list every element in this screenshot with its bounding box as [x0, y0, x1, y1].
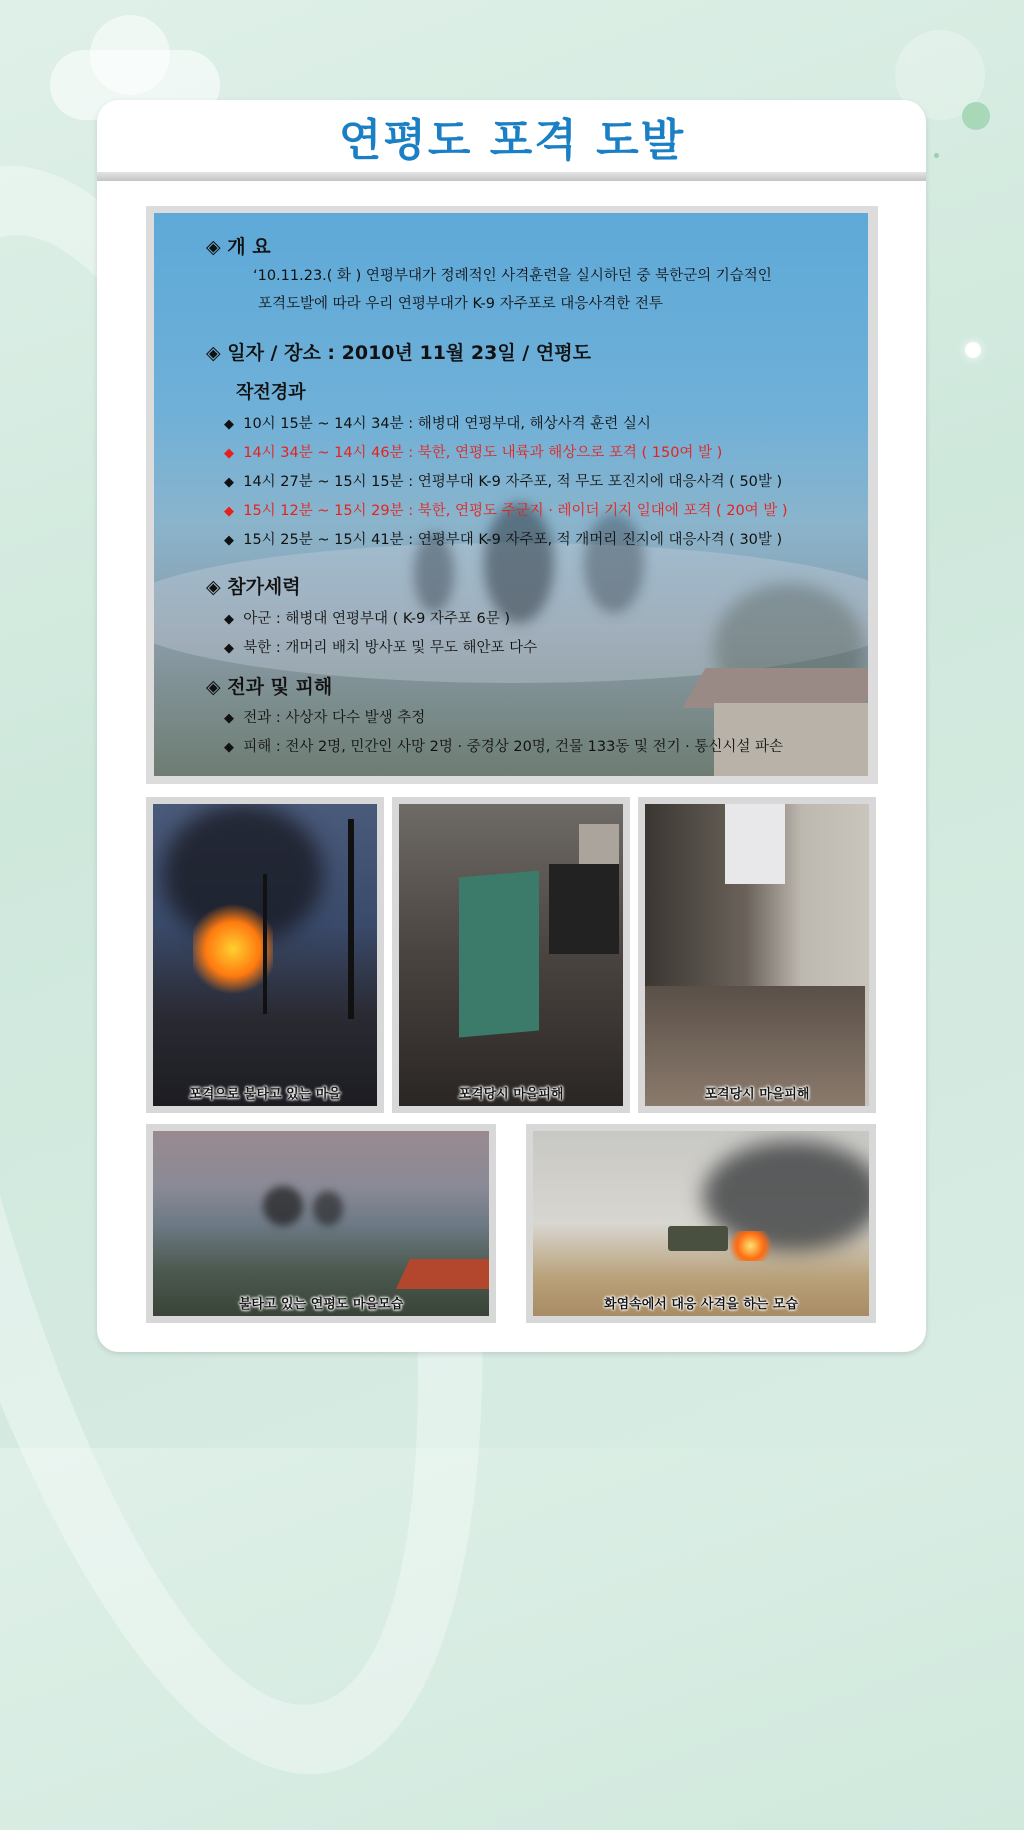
photo-fire [728, 1231, 773, 1261]
operation-item [224, 412, 651, 433]
damage-heading: ◈ 전과 및 피해 [206, 676, 333, 698]
operation-item-text: 14시 27분 ~ 15시 15분 : 연평부대 K-9 자주포, 적 무도 포진지에 대응사격 ( 50발 ) [243, 474, 783, 490]
photo-roof [396, 1259, 489, 1289]
photo-howitzer [668, 1226, 728, 1251]
title-divider [97, 172, 926, 181]
date-place-heading: ◈ 일자 / 장소 : 2010년 11월 23일 / 연평도 [206, 342, 591, 364]
photo-fire [193, 904, 273, 994]
photo-village-damage-alley [645, 804, 869, 1106]
photo-caption: 화염속에서 대응 사격을 하는 모습 [604, 1297, 798, 1312]
diamond-marker: ◆ [224, 504, 234, 519]
damage-item [224, 735, 783, 756]
diamond-marker: ◆ [224, 446, 234, 461]
forces-item [224, 607, 510, 628]
operation-heading: 작전경과 [236, 382, 306, 403]
diamond-marker: ◆ [224, 533, 234, 548]
photo-smoke [313, 1191, 343, 1226]
photo-burning-village [153, 804, 377, 1106]
photo-window [549, 864, 619, 954]
photo-counter-fire [533, 1131, 869, 1316]
diamond-marker: ◆ [224, 711, 234, 726]
diamond-marker: ◆ [224, 475, 234, 490]
operation-item-text: 10시 15분 ~ 14시 34분 : 해병대 연평부대, 해상사격 훈련 실시 [243, 416, 651, 432]
forces-item-text: 북한 : 개머리 배치 방사포 및 무도 해안포 다수 [243, 640, 538, 656]
operation-item-text: 14시 34분 ~ 14시 46분 : 북한, 연평도 내륙과 해상으로 포격 ( 150여 발 ) [243, 445, 723, 461]
photo-caption: 포격당시 마을피해 [458, 1087, 564, 1102]
operation-item [224, 470, 782, 491]
background-roof [682, 668, 868, 708]
forces-heading: ◈ 참가세력 [206, 576, 301, 598]
operation-item [224, 528, 782, 549]
photo-smoke [263, 1186, 303, 1226]
page-title: 연평도 포격 도발 [338, 115, 686, 166]
damage-item [224, 706, 425, 727]
diamond-marker: ◆ [224, 612, 234, 627]
decor-dot [965, 342, 981, 358]
damage-item-text: 전과 : 사상자 다수 발생 추정 [243, 710, 426, 726]
overview-line-1: ‘10.11.23.( 화 ) 연평부대가 정례적인 사격훈련을 실시하던 중 북한군의 기습적인 [253, 268, 772, 284]
operation-item [224, 441, 722, 462]
background-smoke [484, 503, 554, 623]
operation-item [224, 499, 788, 520]
photo-sky [725, 804, 785, 884]
photo-caption: 포격당시 마을피해 [704, 1087, 810, 1102]
photo-caption: 포격으로 불타고 있는 마을 [189, 1087, 341, 1102]
forces-item [224, 636, 537, 657]
diamond-marker: ◆ [224, 417, 234, 432]
overview-line-2: 포격도발에 따라 우리 연평부대가 K-9 자주포로 대응사격한 전투 [258, 296, 663, 312]
forces-item-text: 아군 : 해병대 연평부대 ( K-9 자주포 6문 ) [243, 611, 511, 627]
damage-item-text: 피해 : 전사 2명, 민간인 사망 2명 · 중경상 20명, 건물 133동 및 전기 · 통신시설 파손 [243, 739, 784, 755]
photo-yeonpyeong-village [153, 1131, 489, 1316]
diamond-marker: ◆ [224, 740, 234, 755]
operation-item-text: 15시 12분 ~ 15시 29분 : 북한, 연평도 주군지 · 레이더 기지 일대에 포격 ( 20여 발 ) [243, 503, 788, 519]
photo-utility-pole [348, 819, 354, 1019]
photo-utility-pole [263, 874, 267, 1014]
overview-heading: ◈ 개 요 [206, 236, 271, 258]
operation-item-text: 15시 25분 ~ 15시 41분 : 연평부대 K-9 자주포, 적 개머리 진지에 대응사격 ( 30발 ) [243, 532, 783, 548]
photo-caption: 불타고 있는 연평도 마을모습 [238, 1297, 404, 1312]
diamond-marker: ◆ [224, 641, 234, 656]
photo-door [459, 871, 539, 1038]
photo-village-damage [399, 804, 623, 1106]
